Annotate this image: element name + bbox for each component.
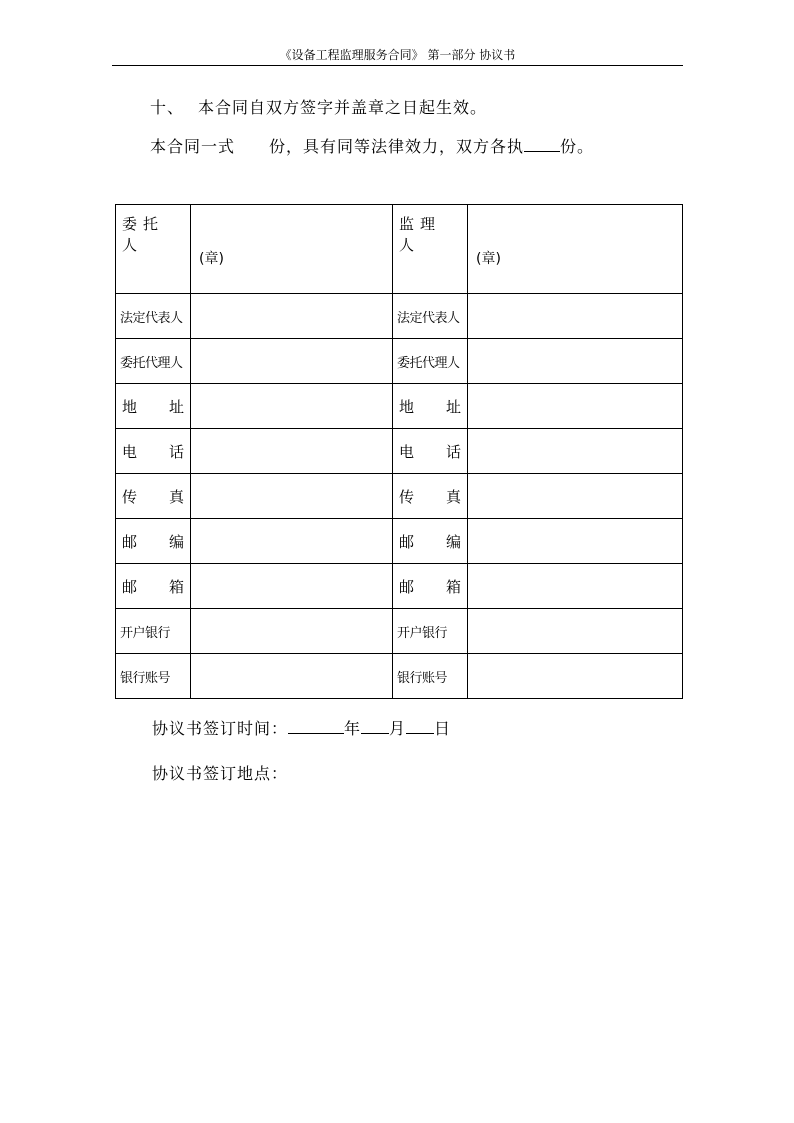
row-label-left: 传 真 (122, 487, 184, 506)
table-row (116, 564, 683, 609)
value-cell[interactable] (191, 609, 393, 654)
value-cell[interactable] (468, 384, 683, 429)
signature-table (115, 204, 683, 699)
value-cell[interactable] (468, 429, 683, 474)
row-label-left: 邮 编 (122, 532, 184, 551)
month-label: 月 (389, 719, 407, 738)
row-label-right: 银行账号 (397, 670, 448, 686)
value-cell[interactable] (468, 654, 683, 699)
copies-each-blank (524, 136, 560, 152)
value-cell[interactable] (468, 294, 683, 339)
clause-copies (150, 136, 594, 157)
row-label-right: 电 话 (399, 442, 461, 461)
value-cell[interactable] (191, 519, 393, 564)
clause-effective (150, 98, 487, 118)
value-cell[interactable] (191, 654, 393, 699)
row-label-right: 委托代理人 (397, 355, 460, 371)
value-cell[interactable] (191, 429, 393, 474)
sign-time-label: 协议书签订时间： (152, 719, 289, 738)
value-cell[interactable] (191, 474, 393, 519)
row-label-left: 开户银行 (120, 625, 171, 641)
table-row-parties (116, 205, 683, 294)
row-label-right: 法定代表人 (397, 310, 460, 326)
value-cell[interactable] (191, 384, 393, 429)
table-row (116, 339, 683, 384)
copies-text-3: 份。 (560, 137, 595, 156)
value-cell[interactable] (191, 339, 393, 384)
copies-text-1: 本合同一式 (150, 137, 236, 156)
row-label-right: 传 真 (399, 487, 461, 506)
page-header (112, 46, 683, 66)
value-cell[interactable] (191, 564, 393, 609)
client-label: 委托人 (122, 215, 165, 254)
clause-number: 十、 (150, 98, 185, 117)
row-label-left: 委托代理人 (120, 355, 183, 371)
year-blank[interactable] (288, 718, 344, 734)
client-label-cell (116, 205, 191, 294)
client-seal-cell[interactable] (191, 205, 393, 294)
sign-place-label: 协议书签订地点： (152, 764, 289, 783)
row-label-right: 邮 编 (399, 532, 461, 551)
value-cell[interactable] (191, 294, 393, 339)
client-seal-mark: (章) (199, 251, 224, 267)
row-label-right: 地 址 (399, 397, 461, 416)
table-row (116, 654, 683, 699)
table-row (116, 294, 683, 339)
month-blank[interactable] (361, 718, 389, 734)
row-label-right: 开户银行 (397, 625, 448, 641)
supervisor-label: 监理人 (399, 215, 442, 254)
day-label: 日 (434, 719, 452, 738)
supervisor-seal-cell[interactable] (468, 205, 683, 294)
table-row (116, 384, 683, 429)
table-row (116, 609, 683, 654)
row-label-left: 邮 箱 (122, 577, 184, 596)
supervisor-seal-mark: (章) (476, 251, 501, 267)
value-cell[interactable] (468, 339, 683, 384)
copies-text-2: 份，具有同等法律效力，双方各执 (269, 137, 525, 156)
value-cell[interactable] (468, 474, 683, 519)
value-cell[interactable] (468, 609, 683, 654)
row-label-left: 电 话 (122, 442, 184, 461)
row-label-left: 地 址 (122, 397, 184, 416)
sign-time-line (152, 718, 451, 739)
row-label-left: 法定代表人 (120, 310, 183, 326)
year-label: 年 (344, 719, 362, 738)
table-row (116, 429, 683, 474)
value-cell[interactable] (468, 564, 683, 609)
table-row (116, 519, 683, 564)
value-cell[interactable] (468, 519, 683, 564)
table-row (116, 474, 683, 519)
supervisor-label-cell (393, 205, 468, 294)
day-blank[interactable] (406, 718, 434, 734)
row-label-right: 邮 箱 (399, 577, 461, 596)
sign-place-line (152, 764, 288, 784)
header-title: 《设备工程监理服务合同》 第一部分 协议书 (279, 48, 516, 62)
row-label-left: 银行账号 (120, 670, 171, 686)
clause-text: 本合同自双方签字并盖章之日起生效。 (198, 98, 488, 117)
